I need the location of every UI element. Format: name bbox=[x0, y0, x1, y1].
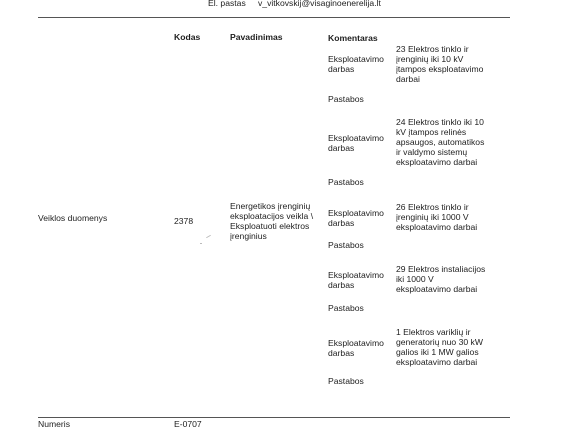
entry-type: Eksploatavimo darbas bbox=[328, 338, 384, 358]
activity-name: Energetikos įrenginių eksploatacijos veikla \ Eksploatuoti elektros įrenginius bbox=[230, 201, 314, 241]
entry-detail: 29 Elektros instaliacijos iki 1000 V eksploatavimo darbai bbox=[396, 264, 486, 294]
entry-detail: 26 Elektros tinklo ir įrenginių iki 1000 V eksploatavimo darbai bbox=[396, 202, 478, 232]
entry-detail: 1 Elektros variklių ir generatorių nuo 30 kW galios iki 1 MW galios eksploatavimo darbai bbox=[396, 327, 483, 367]
row-label-veiklos-duomenys: Veiklos duomenys bbox=[38, 213, 108, 223]
bottom-rule bbox=[38, 417, 510, 418]
email-value: v_vitkovskij@visaginoenerelija.lt bbox=[258, 0, 381, 8]
entry-type: Eksploatavimo darbas bbox=[328, 270, 384, 290]
email-label: El. pastas bbox=[208, 0, 246, 8]
scan-speck bbox=[206, 235, 211, 238]
entry-detail: 23 Elektros tinklo ir įrenginių iki 10 kV įtampos eksploatavimo darbai bbox=[396, 44, 484, 84]
entry-note-label: Pastabos bbox=[328, 376, 364, 386]
scan-speck bbox=[200, 243, 202, 244]
activity-code: 2378 bbox=[174, 216, 194, 226]
entry-type: Eksploatavimo darbas bbox=[328, 133, 384, 153]
top-rule bbox=[38, 17, 510, 18]
entry-type: Eksploatavimo darbas bbox=[328, 54, 384, 74]
footer-number-value: E-0707 bbox=[174, 419, 202, 429]
entry-detail: 24 Elektros tinklo iki 10 kV įtampos relinės apsaugos, automatikos ir valdymo sistemų eksploatavimo darbai bbox=[396, 117, 485, 167]
entry-note-label: Pastabos bbox=[328, 177, 364, 187]
entry-type: Eksploatavimo darbas bbox=[328, 208, 384, 228]
entry-note-label: Pastabos bbox=[328, 94, 364, 104]
column-header-kodas: Kodas bbox=[174, 32, 201, 42]
entry-note-label: Pastabos bbox=[328, 240, 364, 250]
footer-number-label: Numeris bbox=[38, 419, 70, 429]
entry-note-label: Pastabos bbox=[328, 303, 364, 313]
column-header-komentaras: Komentaras bbox=[328, 33, 378, 43]
column-header-pavadinimas: Pavadinimas bbox=[230, 32, 283, 42]
